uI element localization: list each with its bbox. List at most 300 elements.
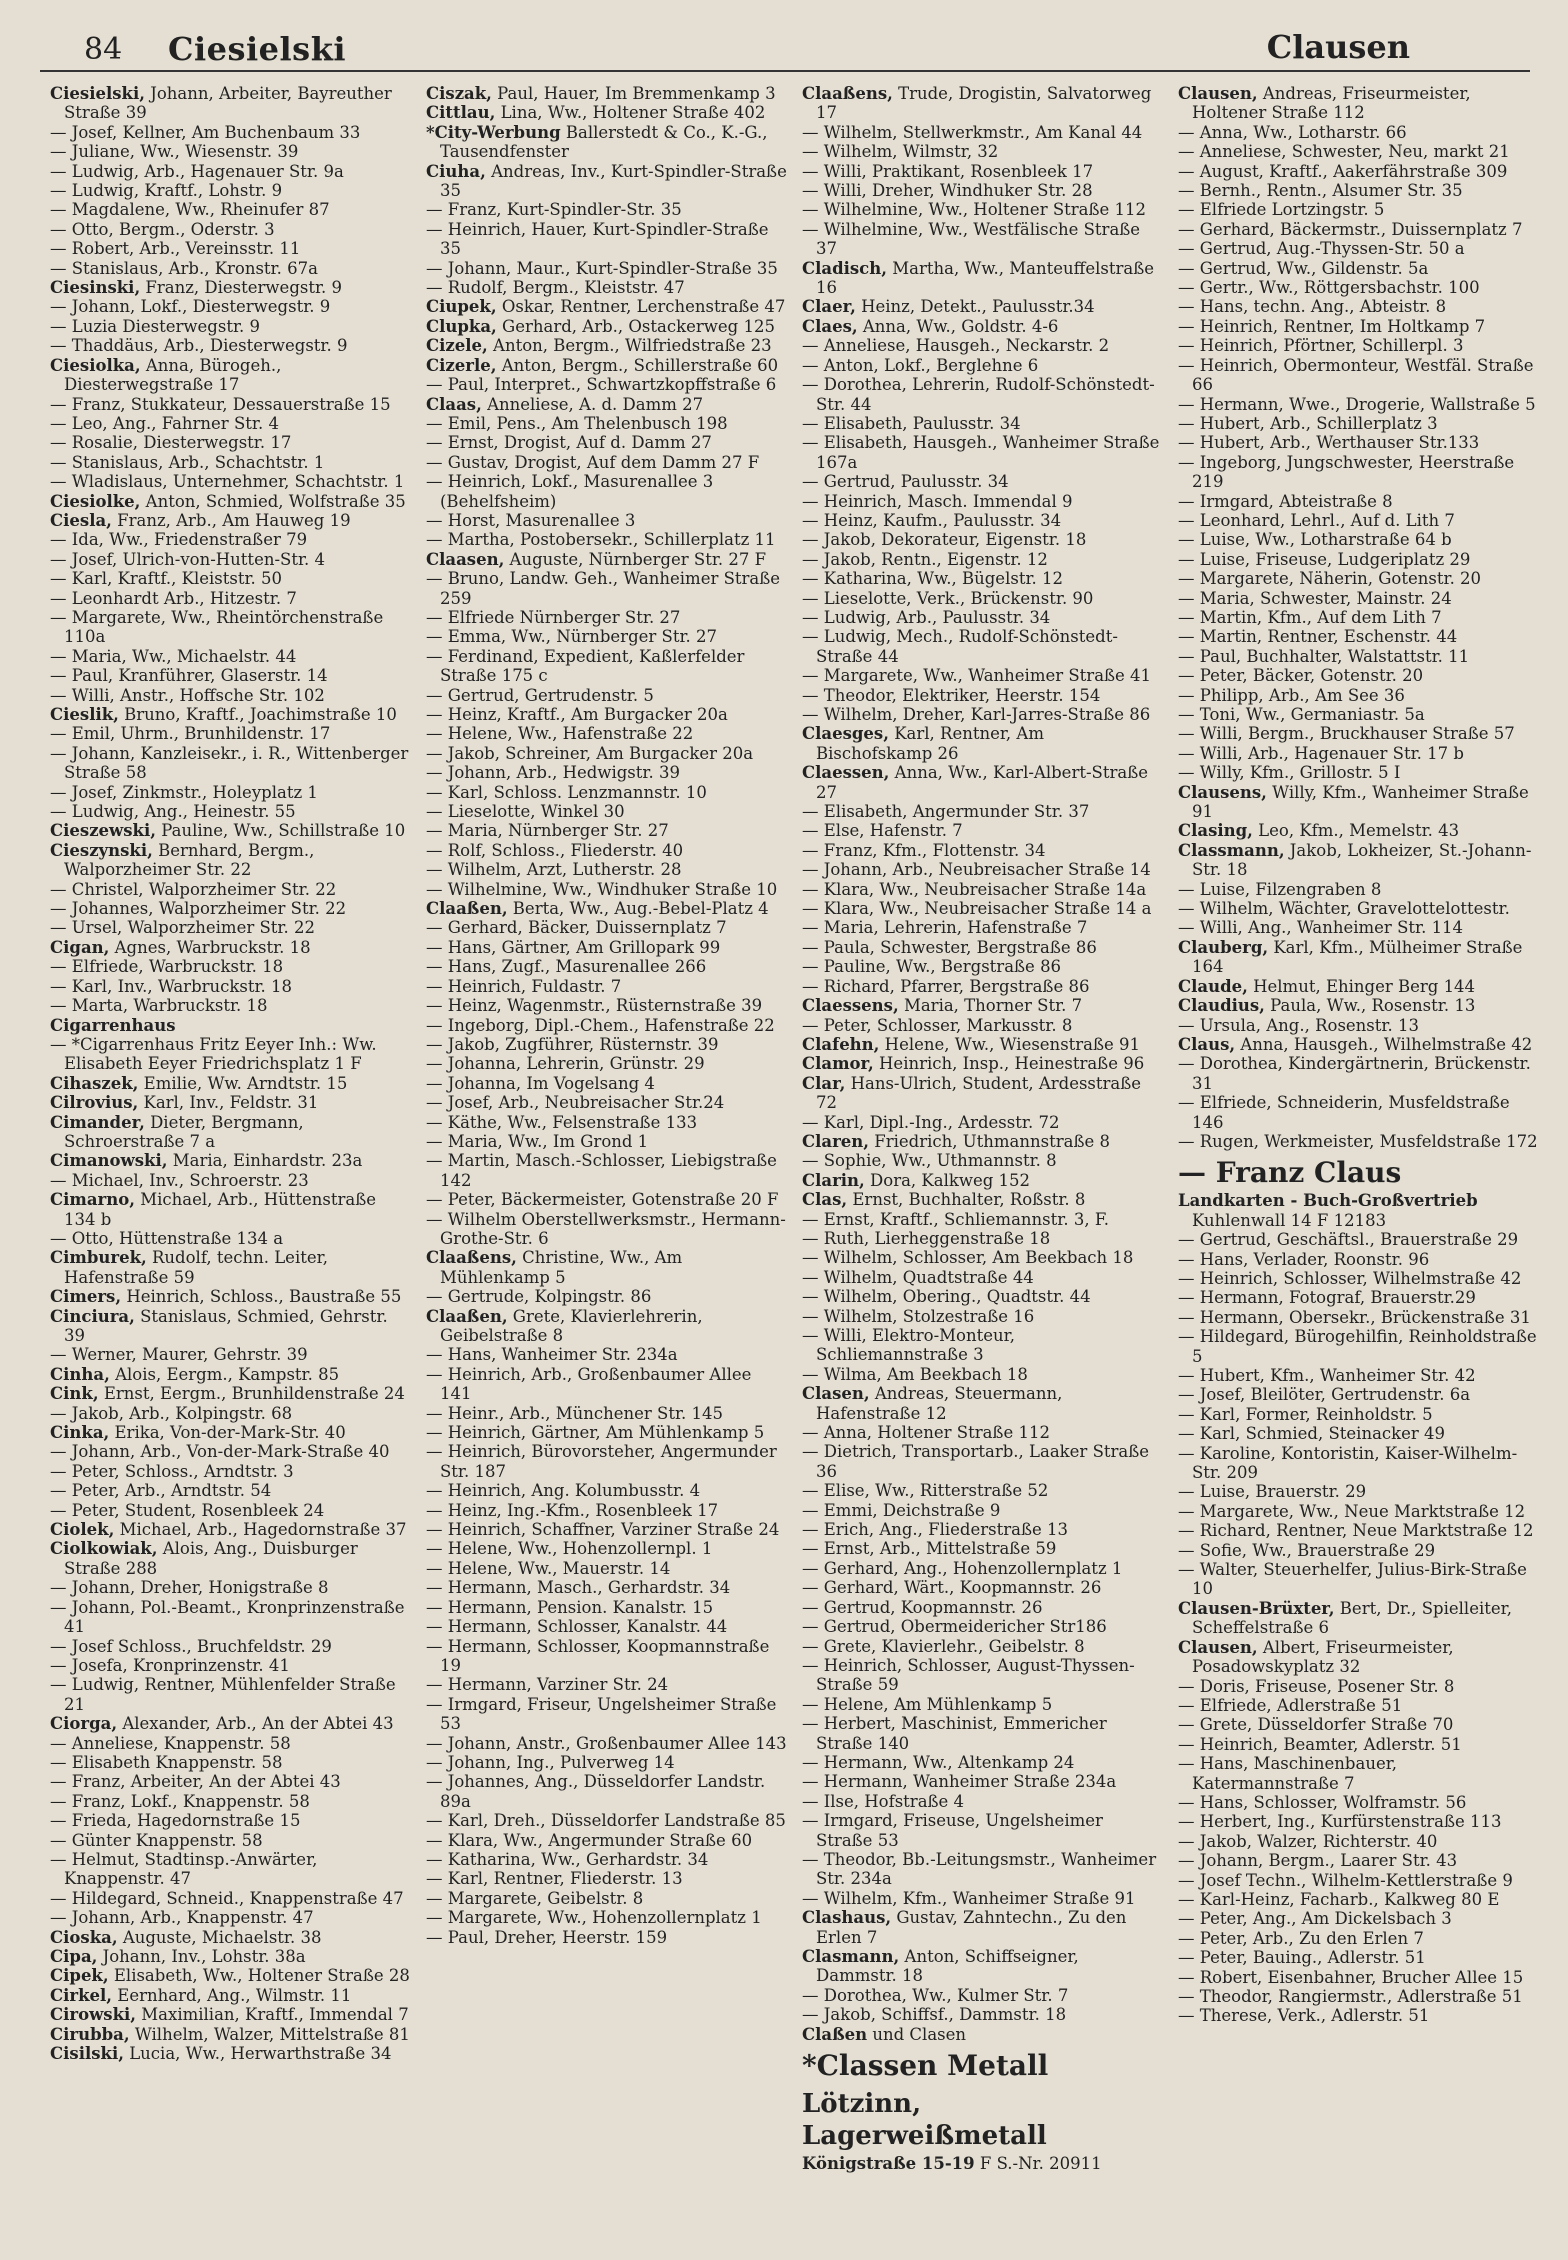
entry-details: Oskar, Rentner, Lerchenstraße 47 <box>496 297 786 317</box>
entry-name: Clafehn, <box>802 1034 880 1054</box>
entry-details: Quadtstraße 44 <box>897 1267 1034 1287</box>
entry-name: — Heinrich, <box>426 1481 527 1501</box>
directory-entry <box>50 530 412 549</box>
directory-entry <box>426 821 788 840</box>
entry-name: Clar, <box>802 1073 846 1093</box>
entry-details: Rentner, Fliederstr. 13 <box>488 1869 683 1889</box>
entry-name: — Johannes, <box>426 1772 530 1792</box>
entry-details: Walzer, Richterstr. 40 <box>1251 1831 1438 1851</box>
entry-details: Techn., Wilhelm-Kettlerstraße 9 <box>1240 1870 1513 1890</box>
entry-name: — Dietrich, <box>802 1442 897 1462</box>
entry-details: Rentn., Eigenstr. 12 <box>875 549 1048 569</box>
directory-entry <box>50 142 412 161</box>
entry-details: Student, Rosenbleek 24 <box>119 1500 325 1520</box>
entry-name: — Paul, <box>1178 646 1242 666</box>
entry-details: Diesterwegstr. 9 <box>117 316 261 336</box>
entry-details: Expedient, Kaßlerfelder Straße 175 c <box>440 646 745 686</box>
entry-details: Maur., Kurt-Spindler-Straße 35 <box>511 258 778 278</box>
entry-name: Cihaszek, <box>50 1073 139 1093</box>
entry-details: Landw. Geh., Wanheimer Straße 259 <box>440 569 781 608</box>
entry-name: Cigarrenhaus <box>50 1015 176 1035</box>
directory-entry <box>50 977 412 996</box>
entry-name: — Katharina, <box>426 1849 536 1869</box>
directory-entry <box>802 1442 1164 1481</box>
entry-name: — Elise, <box>802 1481 870 1501</box>
directory-entry <box>50 453 412 472</box>
directory-entry <box>1178 239 1540 258</box>
entry-name: — Toni, <box>1178 705 1241 724</box>
entry-details: Ww., Hohenzollernpl. 1 <box>512 1539 713 1559</box>
directory-entry <box>802 880 1164 899</box>
directory-entry <box>50 1035 412 1074</box>
entry-details: techn. Ang., Abteistr. 8 <box>1248 297 1447 317</box>
directory-entry <box>426 1035 788 1054</box>
directory-entry <box>1178 1132 1540 1151</box>
entry-name: — Leo, <box>50 413 108 433</box>
entry-details: Interpret., Schwartzkopffstraße 6 <box>489 375 777 395</box>
directory-entry <box>50 1307 412 1346</box>
directory-entry <box>426 336 788 355</box>
entry-name: — Josef <box>1178 1870 1241 1890</box>
directory-entry <box>50 123 412 142</box>
entry-name: — Magdalene, <box>50 200 171 220</box>
entry-details: Ww., Hohenzollernplatz 1 <box>542 1908 762 1928</box>
directory-entry <box>802 1792 1164 1811</box>
entry-details: Kellner, Am Buchenbaum 33 <box>117 122 361 142</box>
entry-details: Bert, Dr., Spielleiter, Scheffelstraße 6 <box>1192 1598 1512 1638</box>
entry-details: Näherin, Gotenstr. 20 <box>1294 569 1482 589</box>
entry-name: — Herbert, <box>1178 1812 1272 1832</box>
entry-details: Zugführer, Rüsternstr. 39 <box>499 1034 719 1054</box>
directory-entry <box>1178 2006 1540 2025</box>
entry-details: Winkel 30 <box>535 802 625 822</box>
entry-details: Ww., Bügelstr. 12 <box>911 569 1064 589</box>
entry-details: Arb., Hagenauer Str. 17 b <box>1242 743 1464 763</box>
entry-details: Kraftf., Aakerfährstraße 309 <box>1263 161 1508 181</box>
directory-entry <box>1178 1366 1540 1385</box>
entry-name: — Hans, <box>1178 1249 1249 1269</box>
entry-name: — Heinrich, <box>1178 1268 1279 1288</box>
entry-name: — Willi, <box>1178 743 1243 763</box>
directory-entry <box>802 1889 1164 1908</box>
directory-entry <box>802 1307 1164 1326</box>
entry-name: — Gertrude, <box>426 1287 530 1307</box>
directory-entry <box>802 1229 1164 1248</box>
directory-entry <box>426 1520 788 1539</box>
entry-details: Wagenmstr., Rüsternstraße 39 <box>501 996 763 1016</box>
entry-details: Lokf., Diesterwegstr. 9 <box>135 297 331 317</box>
entry-name: — Maria, <box>802 918 879 938</box>
entry-name: Clausen-Brüxter, <box>1178 1598 1335 1618</box>
entry-name: — Helene, <box>802 1694 889 1714</box>
directory-entry <box>50 2005 412 2024</box>
entry-name: — Maria, <box>1178 588 1255 608</box>
directory-entry <box>802 1714 1164 1753</box>
directory-entry <box>1178 200 1540 219</box>
entry-name: — Martin, <box>426 1151 511 1171</box>
entry-name: — Peter, <box>50 1500 120 1520</box>
entry-name: — Heinz, <box>426 705 502 724</box>
entry-details: Obermeidericher Str186 <box>895 1617 1107 1637</box>
entry-details: Arb., Mittelstraße 59 <box>874 1539 1057 1559</box>
entry-name: — Josef, <box>50 549 118 569</box>
entry-details: Helmut, Ehinger Berg 144 <box>1247 976 1476 996</box>
directory-entry <box>802 123 1164 142</box>
entry-name: — Helene, <box>426 1558 513 1578</box>
entry-details: Fotograf, Brauerstr.29 <box>1283 1288 1476 1308</box>
entry-details: Ww., Westfälische Straße 37 <box>816 219 1141 259</box>
directory-heading: *Classen Metall <box>802 2049 1049 2083</box>
entry-name: — Heinrich, <box>426 219 527 239</box>
entry-details: Arb., Werthauser Str.133 <box>1264 433 1480 453</box>
directory-entry <box>50 1714 412 1733</box>
directory-entry <box>50 472 412 491</box>
entry-name: — Peter, <box>50 1481 120 1501</box>
entry-details: Ang., Fliederstraße 13 <box>874 1520 1068 1540</box>
entry-name: Ciolek, <box>50 1520 115 1540</box>
entry-details: Ww., Michaelstr. 44 <box>126 646 297 666</box>
entry-name: — Heinrich, <box>802 1655 903 1675</box>
entry-name: — Karl, <box>426 1869 489 1889</box>
entry-name: — Ida, <box>50 530 104 550</box>
directory-entry <box>426 433 788 452</box>
entry-name: — Josefa, <box>50 1655 128 1675</box>
directory-entry <box>802 1772 1164 1791</box>
entry-name: — Margarete, <box>426 1888 543 1908</box>
entry-details: Knappenstr. 58 <box>130 1830 263 1850</box>
entry-details: Ww., Wiesenstr. 39 <box>135 142 299 162</box>
entry-name: — Hans, <box>1178 1754 1249 1774</box>
entry-name: — Margarete, <box>1178 569 1295 589</box>
entry-details: Ang., Am Dickelsbach 3 <box>1247 1909 1452 1929</box>
directory-entry <box>802 802 1164 821</box>
directory-entry <box>802 1539 1164 1558</box>
entry-name: — Anneliese, <box>50 1733 159 1753</box>
directory-entry <box>426 938 788 957</box>
entry-details: Masch., Gerhardstr. 34 <box>531 1578 731 1598</box>
directory-entry <box>426 724 788 743</box>
directory-entry <box>50 1248 412 1287</box>
entry-details: Ww., Windhuker Straße 10 <box>547 879 778 899</box>
entry-name: — Josef, <box>50 122 118 142</box>
entry-name: — Ludwig, <box>50 181 140 201</box>
entry-name: — Heinrich, <box>1178 336 1279 356</box>
entry-name: — Josef, <box>1178 1385 1246 1405</box>
entry-name: — Günter <box>50 1830 131 1850</box>
entry-details: Arb., Neubreisacher Str.24 <box>493 1093 725 1113</box>
entry-details: Pension. Kanalstr. 15 <box>531 1597 714 1617</box>
entry-name: — Horst, <box>426 510 501 530</box>
entry-name: — Irmgard, <box>802 1811 898 1831</box>
entry-details: Kindergärtnerin, Brückenstr. 31 <box>1192 1054 1531 1093</box>
entry-name: — Luzia <box>50 316 118 336</box>
entry-name: — Paula, <box>802 937 875 957</box>
entry-name: — Klara, <box>426 1830 499 1850</box>
directory-entry <box>426 763 788 782</box>
entry-name: — Jakob, <box>50 1403 124 1423</box>
entry-details: Willy, Kfm., Wanheimer Straße 91 <box>1192 782 1529 822</box>
entry-name: — Karl, <box>1178 1404 1241 1424</box>
entry-name: — Wilhelm, <box>802 1267 898 1287</box>
entry-details: Dreher, Karl-Jarres-Straße 86 <box>897 705 1151 724</box>
entry-name: Ciesla, <box>50 510 112 530</box>
entry-details: Jungschwester, Heerstraße 219 <box>1192 452 1515 492</box>
entry-details: Schaffner, Varziner Straße 24 <box>526 1520 780 1540</box>
entry-name: — Johann, <box>426 763 512 783</box>
directory-entry <box>50 317 412 336</box>
directory-entry <box>1178 530 1540 549</box>
entry-name: — Hermann, <box>426 1675 532 1695</box>
directory-entry <box>426 1850 788 1869</box>
entry-details: Schlosser, Wolframstr. 56 <box>1248 1792 1467 1812</box>
entry-details: Ernst, Buchhalter, Roßstr. 8 <box>847 1190 1086 1210</box>
entry-details: Maria, Thorner Str. 7 <box>898 996 1083 1016</box>
entry-details: Anton, Schiffseigner, Dammstr. 18 <box>816 1947 1079 1986</box>
entry-name: — Emil, <box>426 413 492 433</box>
entry-details: Stadtinsp.-Anwärter, Knappenstr. 47 <box>64 1849 318 1889</box>
entry-name: — Else, <box>802 821 865 841</box>
entry-details: Ing.-Kfm., Rosenbleek 17 <box>501 1500 719 1520</box>
entry-name: — Pauline, <box>802 957 891 977</box>
entry-name: Cieszewski, <box>50 821 156 841</box>
column-2 <box>426 84 788 2254</box>
directory-entry <box>1178 1521 1540 1540</box>
entry-name: Clas, <box>802 1190 848 1210</box>
entry-details: Karl, Inv., Feldstr. 31 <box>138 1093 319 1113</box>
entry-details: Arb., Schachtstr. 1 <box>163 452 325 472</box>
directory-entry <box>1178 142 1540 161</box>
entry-name: — Hans, <box>1178 297 1249 317</box>
entry-name: — Peter, <box>802 1015 872 1035</box>
entry-name: — Ludwig, <box>50 802 140 822</box>
entry-name: — Otto, <box>50 219 114 239</box>
entry-details: Obersekr., Brückenstraße 31 <box>1283 1307 1531 1327</box>
directory-entry <box>426 1928 788 1947</box>
entry-name: — Helene, <box>426 724 513 744</box>
directory-entry <box>426 996 788 1015</box>
directory-entry <box>802 996 1164 1015</box>
entry-name: Ciuha, <box>426 161 486 181</box>
directory-entry <box>426 1772 788 1811</box>
entry-details: Bergm., Kleiststr. 47 <box>507 278 685 298</box>
entry-name: Cittlau, <box>426 103 496 123</box>
directory-entry <box>50 647 412 666</box>
directory-entry <box>1178 1191 1540 1230</box>
directory-entry <box>426 1908 788 1927</box>
directory-entry <box>426 356 788 375</box>
entry-details: Trude, Drogistin, Salvatorweg 17 <box>816 84 1152 123</box>
entry-name: Claessens, <box>802 996 899 1016</box>
entry-name: Clausen, <box>1178 84 1258 103</box>
directory-entry <box>802 511 1164 530</box>
directory-entry <box>50 1753 412 1772</box>
entry-name: — Elfriede, <box>1178 1695 1272 1715</box>
entry-name: — Margarete, <box>426 1908 543 1928</box>
directory-entry <box>1178 1948 1540 1967</box>
entry-details: Lehrerin, Hafenstraße 7 <box>878 918 1088 938</box>
directory-entry <box>1178 220 1540 239</box>
entry-details: Bauing., Adlerstr. 51 <box>1247 1948 1426 1968</box>
entry-details: Buchhalter, Walstattstr. 11 <box>1241 646 1470 666</box>
entry-details: Wächter, Gravelottelottestr. <box>1273 899 1510 919</box>
directory-entry <box>50 1287 412 1306</box>
entry-name: — Karl, <box>50 976 113 996</box>
entry-name: — Ursel, <box>50 918 123 938</box>
entry-name: — Gertrud, <box>802 1597 896 1617</box>
entry-name: — Dorothea, <box>802 1985 907 2005</box>
directory-entry <box>50 899 412 918</box>
directory-entry <box>426 1248 788 1287</box>
entry-details: Maria, Einhardstr. 23a <box>167 1151 363 1171</box>
entry-name: Cimander, <box>50 1112 145 1132</box>
directory-entry <box>50 1986 412 2005</box>
entry-name: — Karl-Heinz, <box>1178 1889 1295 1909</box>
directory-entry <box>50 259 412 278</box>
entry-details: Dipl.-Ing., Ardesstr. 72 <box>864 1112 1060 1132</box>
entry-details: Paul, Hauer, Im Bremmenkamp 3 <box>491 84 776 103</box>
entry-details: Nürnberger Str. 27 <box>514 607 681 627</box>
directory-entry <box>50 880 412 899</box>
entry-name: — Rugen, <box>1178 1131 1259 1151</box>
entry-details: F S.-Nr. 20911 <box>974 2154 1102 2174</box>
entry-details: Arb., Knappenstr. 47 <box>135 1908 314 1928</box>
directory-entry <box>1178 569 1540 588</box>
directory-entry <box>802 1074 1164 1113</box>
entry-name: Claaßen, <box>426 1306 508 1326</box>
entry-details: Wanheimer Str. 234a <box>496 1345 678 1365</box>
entry-details: Ang., Heinestr. 55 <box>139 802 296 822</box>
entry-details: Elektro-Monteur, Schliemannstraße 3 <box>816 1326 1015 1365</box>
entry-name: — Margarete, <box>50 607 167 627</box>
entry-name: — Dorothea, <box>1178 1054 1283 1074</box>
entry-name: — Luise, <box>1178 879 1251 899</box>
directory-entry <box>1178 1502 1540 1521</box>
entry-name: — Johann, <box>50 1908 136 1928</box>
entry-name: Clauberg, <box>1178 937 1269 957</box>
entry-name: — Karl, <box>50 569 113 589</box>
entry-details: Nürnberger Str. 27 <box>502 821 669 841</box>
entry-name: — Bruno, <box>426 569 505 589</box>
entry-details: Ww., Nürnberger Str. 27 <box>506 627 718 647</box>
directory-entry <box>802 142 1164 161</box>
entry-name: — Martin, <box>1178 607 1263 627</box>
directory-entry <box>50 666 412 685</box>
entry-name: — Emmi, <box>802 1500 878 1520</box>
directory-entry <box>802 2025 1164 2044</box>
entry-name: — Johann, <box>1178 1851 1264 1871</box>
entry-details: Martha, Ww., Manteuffelstraße 16 <box>816 258 1155 298</box>
directory-entry <box>50 1345 412 1364</box>
entry-name: — Hermann, <box>426 1597 532 1617</box>
entry-name: — Rosalie, <box>50 433 138 453</box>
entry-details: Bleilöter, Gertrudenstr. 6a <box>1245 1385 1471 1405</box>
entry-name: — Heinrich, <box>1178 1734 1279 1754</box>
entry-name: — Johann, <box>50 1578 136 1598</box>
entry-name: — Irmgard, <box>1178 491 1274 511</box>
directory-entry <box>50 705 412 724</box>
entry-name: — Sophie, <box>802 1151 887 1171</box>
directory-entry <box>426 278 788 297</box>
entry-name: — Hermann, <box>1178 1307 1284 1327</box>
directory-entry <box>50 181 412 200</box>
entry-name: — Ludwig, <box>802 607 892 627</box>
directory-entry <box>802 492 1164 511</box>
entry-name: — Robert, <box>1178 1967 1263 1987</box>
directory-entry <box>426 1442 788 1481</box>
directory-entry <box>1178 317 1540 336</box>
directory-entry <box>50 1501 412 1520</box>
entry-name: — Paul, <box>50 666 114 686</box>
directory-entry <box>50 162 412 181</box>
entry-details: Wwe., Drogerie, Wallstraße 5 <box>1283 394 1536 414</box>
directory-entry <box>50 1850 412 1889</box>
entry-name: — Willi, <box>802 1326 867 1345</box>
entry-name: — Margarete, <box>802 666 919 686</box>
entry-details: Abteistraße 8 <box>1273 491 1393 511</box>
entry-name: — Willi, <box>50 685 115 705</box>
directory-entry <box>50 1637 412 1656</box>
entry-name: — Gerhard, <box>802 1558 899 1578</box>
directory-entry <box>1178 821 1540 840</box>
entry-name: Clausen, <box>1178 1637 1258 1657</box>
entry-details: Friseuse, Posener Str. 8 <box>1249 1676 1455 1696</box>
entry-name: — Rudolf, <box>426 278 508 298</box>
directory-entry <box>1178 783 1540 822</box>
directory-entry <box>1178 1250 1540 1269</box>
entry-name: — Stanislaus, <box>50 452 164 472</box>
entry-details: Arb., Kronstr. 67a <box>163 258 318 278</box>
entry-name: Cieslik, <box>50 705 119 724</box>
entry-details: Lokf., Masurenallee 3 (Behelfsheim) <box>440 472 714 511</box>
directory-entry <box>1178 627 1540 646</box>
entry-name: — Heinrich, <box>1178 355 1279 375</box>
directory-entry <box>50 2044 412 2063</box>
directory-entry <box>1178 336 1540 355</box>
left-running-head: Ciesielski <box>168 30 347 68</box>
entry-name: — Wilhelm, <box>802 1888 898 1908</box>
entry-details: Helene, Ww., Wiesenstraße 91 <box>879 1034 1141 1054</box>
entry-name: — Theodor, <box>802 1849 897 1869</box>
entry-details: Dieter, Bergmann, Schroerstraße 7 a <box>64 1112 304 1151</box>
directory-entry <box>1178 1054 1540 1093</box>
entry-name: — Willi, <box>1178 724 1243 744</box>
directory-entry <box>1178 1696 1540 1715</box>
entry-name: Ciupek, <box>426 297 497 317</box>
directory-entry <box>802 297 1164 316</box>
entry-name: — Erich, <box>802 1520 875 1540</box>
directory-entry <box>802 1598 1164 1617</box>
directory-entry <box>1178 666 1540 685</box>
entry-details: Ww., Uthmannstr. 8 <box>886 1151 1057 1171</box>
entry-name: — Elfriede, <box>1178 1093 1272 1113</box>
entry-details: Kronprinzenstr. 41 <box>127 1655 290 1675</box>
directory-entry <box>802 1113 1164 1132</box>
entry-name: — Ingeborg, <box>426 1015 530 1035</box>
directory-entry <box>50 1578 412 1597</box>
entry-details: Lehrerin, Rudolf-Schönstedt-Str. 44 <box>816 375 1155 414</box>
directory-entry <box>426 220 788 259</box>
directory-entry <box>50 1462 412 1481</box>
entry-details: Im Vogelsang 4 <box>521 1073 655 1093</box>
entry-details: Ww., Brauerstraße 29 <box>1247 1540 1436 1560</box>
directory-entry <box>426 1307 788 1346</box>
entry-details: Koopmannstr. 26 <box>895 1597 1043 1617</box>
entry-name: — Hermann, <box>802 1752 908 1772</box>
entry-details: Erika, Von-der-Mark-Str. 40 <box>109 1423 346 1443</box>
directory-entry <box>50 744 412 783</box>
entry-name: — Karl, <box>426 1811 489 1831</box>
entry-details: Maurer, Gehrstr. 39 <box>136 1345 308 1365</box>
